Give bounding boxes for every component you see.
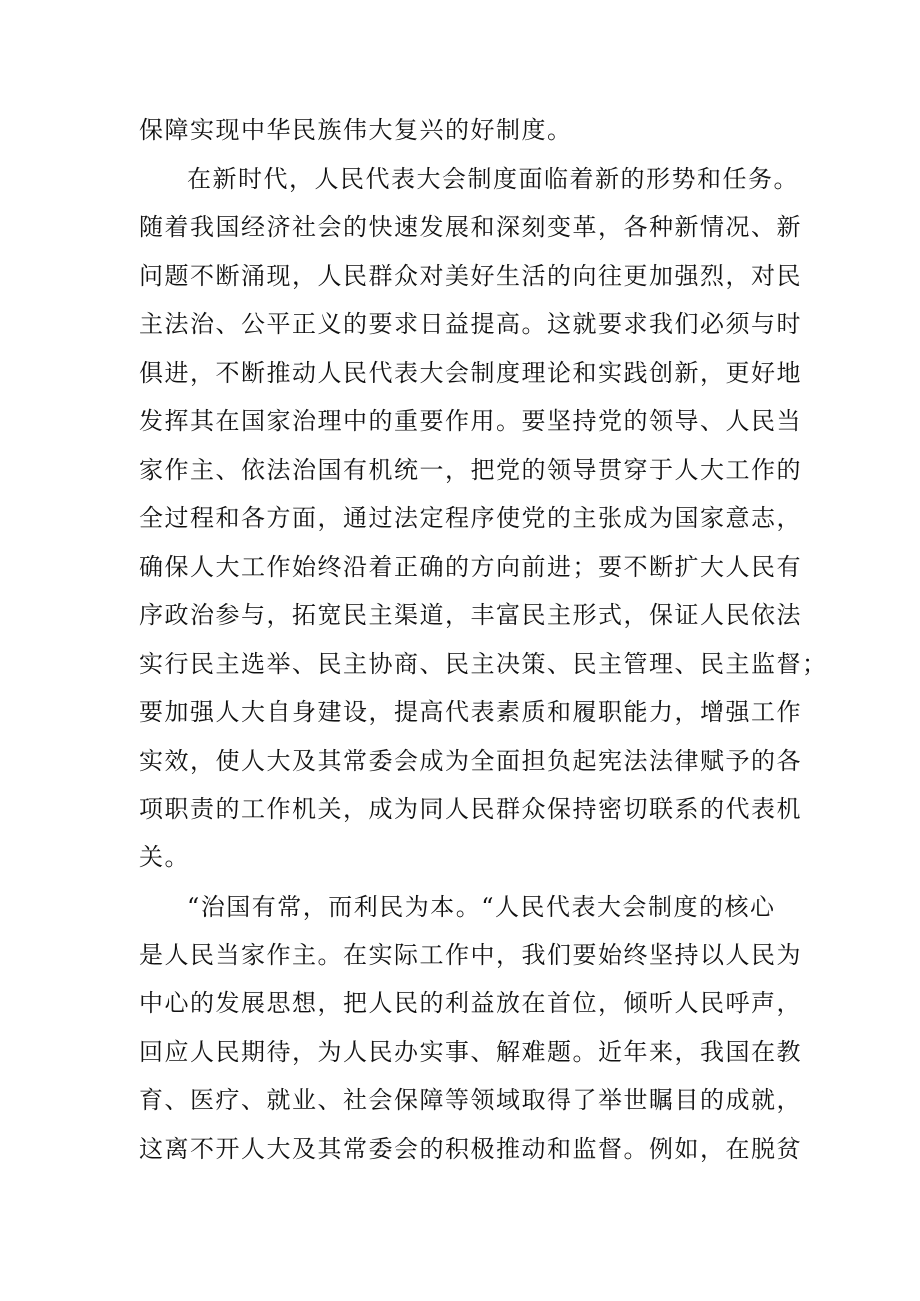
paragraph-first-line: 在新时代，人民代表大会制度面临着新的形势和任务。 <box>187 165 799 193</box>
text-line: 育、医疗、就业、社会保障等领域取得了举世瞩目的成就， <box>139 1086 802 1114</box>
text-line: 随着我国经济社会的快速发展和深刻变革，各种新情况、新 <box>139 213 802 241</box>
paragraph-first-line: “治国有常，而利民为本。“人民代表大会制度的核心 <box>187 893 776 921</box>
text-line: 实行民主选举、民主协商、民主决策、民主管理、民主监督； <box>139 650 828 678</box>
text-line: 中心的发展思想，把人民的利益放在首位，倾听人民呼声， <box>139 989 802 1017</box>
text-line: 是人民当家作主。在实际工作中，我们要始终坚持以人民为 <box>139 941 802 969</box>
text-line: 实效，使人大及其常委会成为全面担负起宪法法律赋予的各 <box>139 747 802 775</box>
text-line: 回应人民期待，为人民办实事、解难题。近年来，我国在教 <box>139 1038 802 1066</box>
text-line: 关。 <box>139 843 190 871</box>
text-line: 确保人大工作始终沿着正确的方向前进；要不断扩大人民有 <box>139 553 802 581</box>
text-line: 要加强人大自身建设，提高代表素质和履职能力，增强工作 <box>139 698 802 726</box>
text-line: 家作主、依法治国有机统一，把党的领导贯穿于人大工作的 <box>139 456 802 484</box>
text-line: 主法治、公平正义的要求日益提高。这就要求我们必须与时 <box>139 310 802 338</box>
text-line: 俱进，不断推动人民代表大会制度理论和实践创新，更好地 <box>139 359 802 387</box>
text-line: 项职责的工作机关，成为同人民群众保持密切联系的代表机 <box>139 795 802 823</box>
text-line: 发挥其在国家治理中的重要作用。要坚持党的领导、人民当 <box>139 407 802 435</box>
text-line: 这离不开人大及其常委会的积极推动和监督。例如，在脱贫 <box>139 1135 802 1163</box>
text-line: 保障实现中华民族伟大复兴的好制度。 <box>139 116 573 144</box>
text-line: 序政治参与，拓宽民主渠道，丰富民主形式，保证人民依法 <box>139 601 802 629</box>
text-line: 全过程和各方面，通过法定程序使党的主张成为国家意志， <box>139 504 802 532</box>
text-line: 问题不断涌现，人民群众对美好生活的向往更加强烈，对民 <box>139 262 802 290</box>
